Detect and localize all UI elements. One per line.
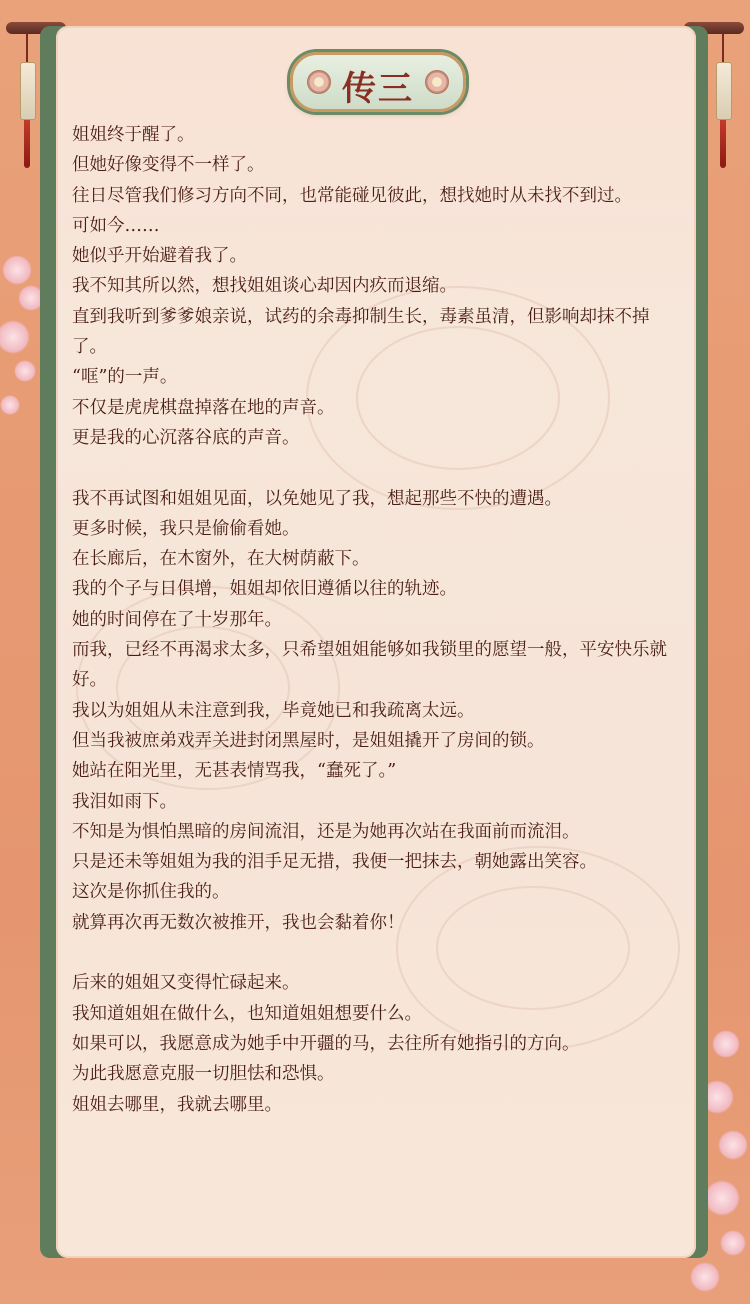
story-line: 不知是为惧怕黑暗的房间流泪，还是为她再次站在我面前而流泪。 [72, 821, 580, 842]
story-line: 我以为姐姐从未注意到我，毕竟她已和我疏离太远。 [72, 700, 475, 721]
page-title: 传三 [342, 69, 414, 109]
title-plaque [290, 52, 466, 112]
story-line: 她似乎开始避着我了。 [72, 246, 247, 267]
jade-pendant-left-icon [20, 34, 34, 154]
story-line: 我知道姐姐在做什么，也知道姐姐想要什么。 [72, 1003, 422, 1024]
paragraph-3 [72, 968, 684, 1119]
story-line: 她站在阳光里，无甚表情骂我，“蠢死了。” [72, 761, 397, 782]
story-line: 她的时间停在了十岁那年。 [72, 609, 282, 630]
jade-pendant-right-icon [716, 34, 730, 154]
story-line: 就算再次再无数次被推开，我也会黏着你！ [72, 912, 405, 933]
story-line: 我不再试图和姐姐见面，以免她见了我，想起那些不快的遭遇。 [72, 488, 562, 509]
story-line: 往日尽管我们修习方向不同，也常能碰见彼此，想找她时从未找不到过。 [72, 185, 632, 206]
story-line: 姐姐去哪里，我就去哪里。 [72, 1094, 282, 1115]
story-line: 我泪如雨下。 [72, 791, 177, 812]
story-line: 我不知其所以然，想找姐姐谈心却因内疚而退缩。 [72, 276, 457, 297]
story-line: 不仅是虎虎棋盘掉落在地的声音。 [72, 397, 335, 418]
story-line: 在长廊后，在木窗外，在大树荫蔽下。 [72, 549, 370, 570]
story-line: 这次是你抓住我的。 [72, 882, 230, 903]
story-line: “哐”的一声。 [72, 367, 178, 388]
story-line: 后来的姐姐又变得忙碌起来。 [72, 973, 300, 994]
story-line: 为此我愿意克服一切胆怯和恐惧。 [72, 1064, 335, 1085]
plum-blossom-icon [425, 70, 449, 94]
story-text [72, 120, 684, 1120]
paragraph-1 [72, 120, 684, 453]
story-line: 但她好像变得不一样了。 [72, 155, 265, 176]
story-line: 姐姐终于醒了。 [72, 125, 195, 145]
paragraph-gap [72, 453, 684, 483]
paragraph-2 [72, 484, 684, 938]
story-line: 可如今…… [72, 215, 160, 236]
story-line: 只是还未等姐姐为我的泪手足无措，我便一把抹去，朝她露出笑容。 [72, 852, 597, 873]
paragraph-gap [72, 938, 684, 968]
story-line: 如果可以，我愿意成为她手中开疆的马，去往所有她指引的方向。 [72, 1033, 580, 1054]
story-line: 我的个子与日俱增，姐姐却依旧遵循以往的轨迹。 [72, 579, 457, 600]
story-line: 而我，已经不再渴求太多，只希望姐姐能够如我锁里的愿望一般，平安快乐就好。 [72, 640, 667, 691]
story-line: 但当我被庶弟戏弄关进封闭黑屋时，是姐姐撬开了房间的锁。 [72, 730, 545, 751]
story-line: 更多时候，我只是偷偷看她。 [72, 518, 300, 539]
story-line: 更是我的心沉落谷底的声音。 [72, 427, 300, 448]
story-line: 直到我听到爹爹娘亲说，试药的余毒抑制生长，毒素虽清，但影响却抹不掉了。 [72, 306, 650, 358]
